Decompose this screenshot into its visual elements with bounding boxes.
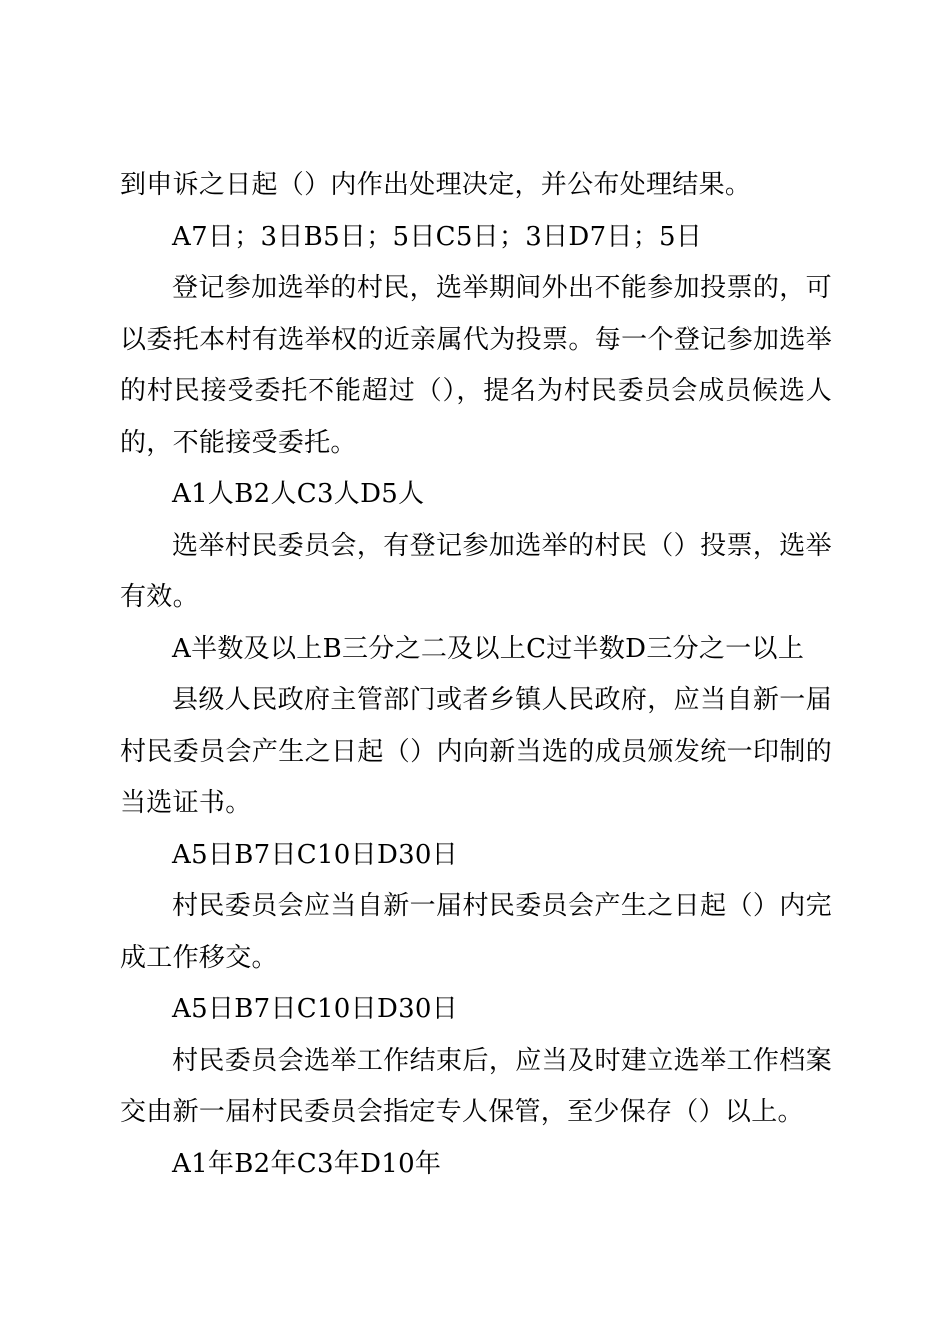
text-line: A1年B2年C3年D10年: [172, 1148, 442, 1179]
text-line: 交由新一届村民委员会指定专人保管，至少保存（）以上。: [120, 1097, 804, 1127]
text-line: 的，不能接受委托。: [120, 427, 357, 458]
text-line: 登记参加选举的村民，选举期间外出不能参加投票的，可: [172, 273, 832, 303]
text-line: A5日B7日C10日D30日: [172, 994, 459, 1024]
text-line: A1人B2人C3人D5人: [172, 479, 425, 509]
text-line: 以委托本村有选举权的近亲属代为投票。每一个登记参加选举: [120, 324, 832, 355]
document-body: [120, 160, 832, 1190]
text-line: 到申诉之日起（）内作出处理决定，并公布处理结果。: [120, 170, 752, 200]
text-line: 村民委员会选举工作结束后，应当及时建立选举工作档案: [172, 1045, 832, 1076]
text-line: 当选证书。: [120, 788, 252, 818]
text-line: 有效。: [120, 582, 199, 612]
text-line: 的村民接受委托不能超过（），提名为村民委员会成员候选人: [120, 376, 832, 406]
text-line: A7日；3日B5日；5日C5日；3日D7日；5日: [172, 221, 703, 252]
text-line: 县级人民政府主管部门或者乡镇人民政府，应当自新一届: [172, 685, 832, 715]
text-line: 成工作移交。: [120, 942, 278, 973]
text-line: 村民委员会产生之日起（）内向新当选的成员颁发统一印制的: [120, 736, 832, 767]
text-line: 选举村民委员会，有登记参加选举的村民（）投票，选举: [172, 530, 832, 561]
text-line: A5日B7日C10日D30日: [172, 839, 459, 870]
text-line: A半数及以上B三分之二及以上C过半数D三分之一以上: [172, 633, 805, 664]
text-line: 村民委员会应当自新一届村民委员会产生之日起（）内完: [172, 891, 832, 921]
